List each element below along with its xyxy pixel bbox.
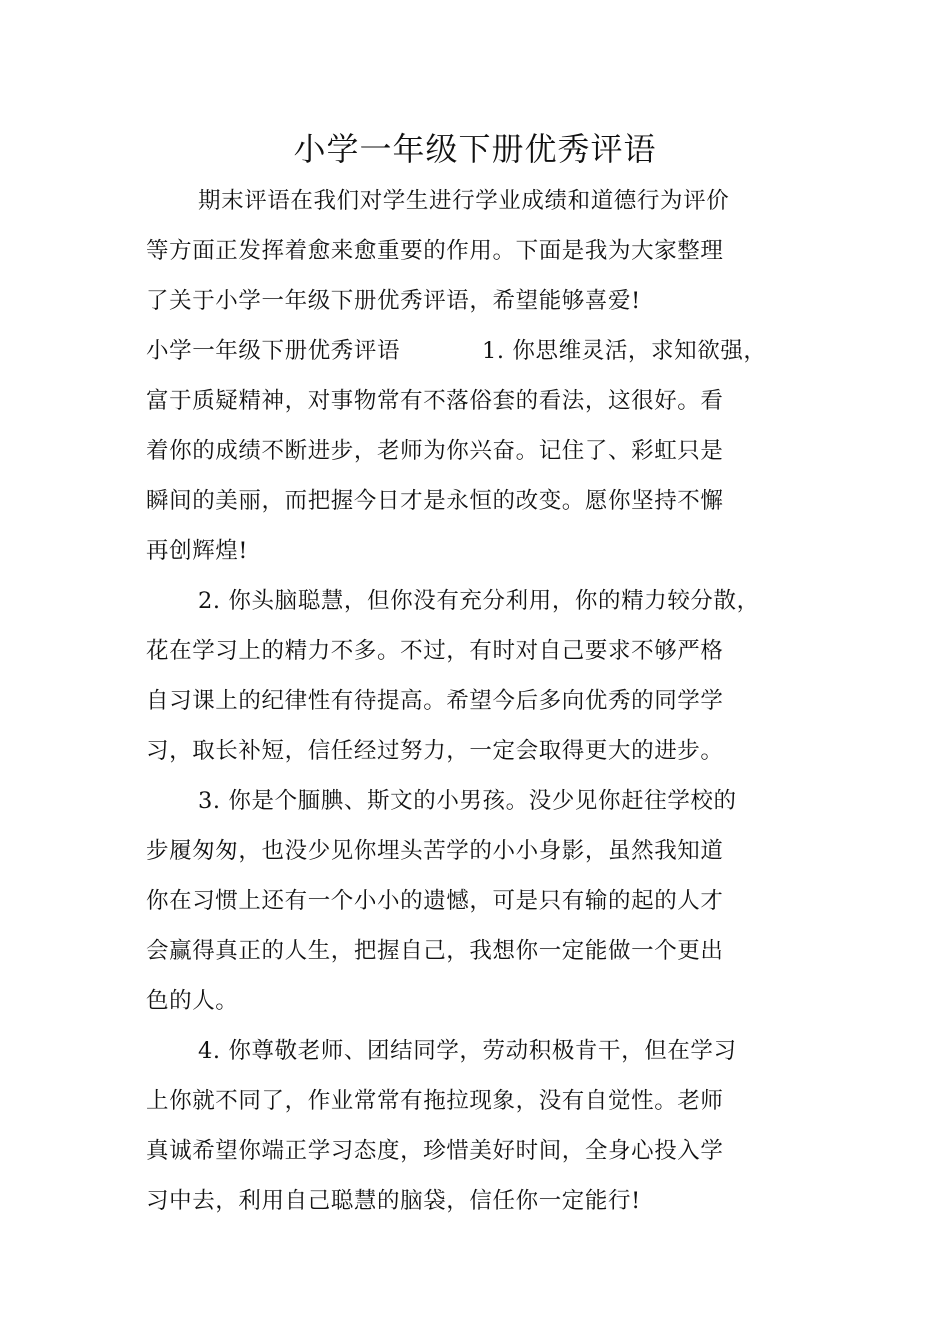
intro-line: 等方面正发挥着愈来愈重要的作用。下面是我为大家整理 xyxy=(146,238,724,264)
comment-item-1 xyxy=(146,326,826,576)
intro-line: 了关于小学一年级下册优秀评语，希望能够喜爱! xyxy=(146,288,641,314)
intro-line: 期末评语在我们对学生进行学业成绩和道德行为评价 xyxy=(198,188,730,214)
comment-line: 习，取长补短，信任经过努力，一定会取得更大的进步。 xyxy=(146,738,724,764)
comment-line: 习中去，利用自己聪慧的脑袋，信任你一定能行! xyxy=(146,1188,641,1214)
document-title: 小学一年级下册优秀评语 xyxy=(293,130,657,168)
comment-line: 上你就不同了，作业常常有拖拉现象，没有自觉性。老师 xyxy=(146,1088,724,1114)
comment-line: 2. 你头脑聪慧，但你没有充分利用，你的精力较分散， xyxy=(198,588,760,614)
intro-paragraph xyxy=(146,176,826,326)
section-heading-line xyxy=(146,326,826,376)
comment-line: 步履匆匆，也没少见你埋头苦学的小小身影，虽然我知道 xyxy=(146,838,724,864)
comment-line: 你在习惯上还有一个小小的遗憾，可是只有输的起的人才 xyxy=(146,888,724,914)
comment-item-2 xyxy=(146,576,826,776)
comment-line: 色的人。 xyxy=(146,988,239,1014)
comment-first-line: 1. 你思维灵活，求知欲强， xyxy=(482,338,767,364)
comment-line: 4. 你尊敬老师、团结同学，劳动积极肯干，但在学习 xyxy=(198,1038,737,1064)
comment-line: 真诚希望你端正学习态度，珍惜美好时间，全身心投入学 xyxy=(146,1138,724,1164)
comment-line: 着你的成绩不断进步，老师为你兴奋。记住了、彩虹只是 xyxy=(146,438,724,464)
comment-line: 瞬间的美丽，而把握今日才是永恒的改变。愿你坚持不懈 xyxy=(146,488,724,514)
comment-item-3 xyxy=(146,776,826,1026)
comment-line: 花在学习上的精力不多。不过，有时对自己要求不够严格 xyxy=(146,638,724,664)
comment-line: 会赢得真正的人生，把握自己，我想你一定能做一个更出 xyxy=(146,938,724,964)
comment-item-4 xyxy=(146,1026,826,1226)
document-body xyxy=(146,176,826,1226)
comment-line: 3. 你是个腼腆、斯文的小男孩。没少见你赶往学校的 xyxy=(198,788,737,814)
comment-line: 富于质疑精神，对事物常有不落俗套的看法，这很好。看 xyxy=(146,388,724,414)
comment-line: 自习课上的纪律性有待提高。希望今后多向优秀的同学学 xyxy=(146,688,724,714)
section-heading: 小学一年级下册优秀评语 xyxy=(146,338,401,364)
comment-line: 再创辉煌! xyxy=(146,538,249,564)
